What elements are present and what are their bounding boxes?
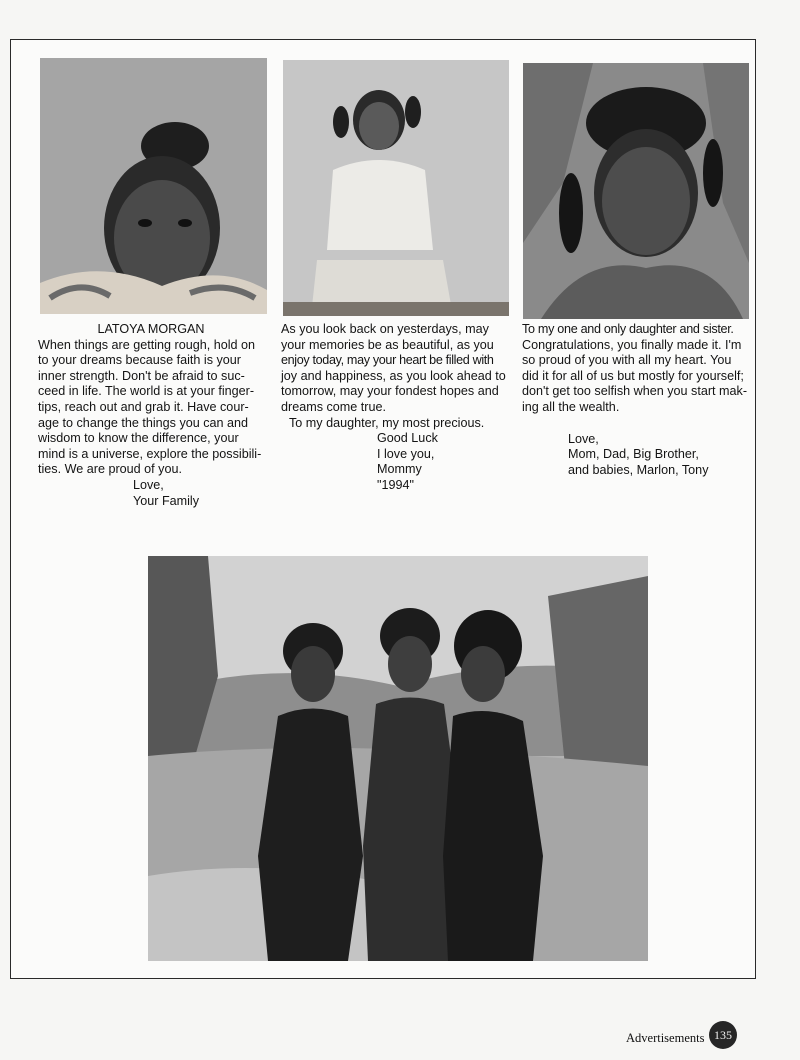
ad-line: When things are getting rough, hold on — [38, 337, 256, 352]
group-photo — [148, 556, 648, 961]
ad-line: inner strength. Don't be afraid to suc- — [38, 368, 245, 383]
ad-line: dreams come true. — [281, 399, 386, 414]
ad-line: To my one and only daughter and sister. — [522, 322, 734, 336]
closing-line: "1994" — [377, 477, 414, 492]
closing-line: Love, — [568, 431, 599, 446]
ad-line: mind is a universe, explore the possibili- — [38, 446, 262, 461]
ad-line: ing all the wealth. — [522, 399, 620, 414]
ad-column-1 — [38, 322, 264, 509]
ad-line: joy and happiness, as you look ahead to — [281, 368, 506, 383]
closing-line: and babies, Marlon, Tony — [568, 462, 709, 477]
ad-column-2 — [281, 322, 508, 494]
ad-line: As you look back on yesterdays, may — [281, 322, 489, 336]
portrait-photo-1 — [40, 58, 267, 314]
ad-line: wisdom to know the difference, your — [38, 431, 239, 446]
ad-line: did it for all of us but mostly for yourself; — [522, 368, 744, 383]
ad-line: your memories be as beautiful, as you — [281, 337, 494, 352]
ad-line: tomorrow, may your fondest hopes and — [281, 384, 499, 399]
portrait-photo-3 — [523, 63, 749, 319]
page-number-badge: 135 — [709, 1021, 737, 1049]
ad-line: to your dreams because faith is your — [38, 353, 242, 368]
closing-line: Good Luck — [377, 431, 438, 446]
closing-line: Love, — [133, 477, 164, 492]
dedication-line: To my daughter, my most precious. — [289, 415, 485, 430]
closing-line: Your Family — [133, 493, 200, 508]
portrait-photo-2 — [283, 60, 509, 316]
student-name: LATOYA MORGAN — [97, 322, 205, 336]
ad-line: ceed in life. The world is at your finger- — [38, 384, 255, 399]
section-label: Advertisements — [626, 1031, 705, 1045]
ad-column-3 — [522, 322, 749, 478]
ad-line: ties. We are proud of you. — [38, 462, 182, 477]
ad-line: tips, reach out and grab it. Have cour- — [38, 399, 249, 414]
ad-line: age to change the things you can and — [38, 415, 249, 430]
closing-line: Mommy — [377, 462, 422, 477]
ad-line: don't get too selfish when you start mak- — [522, 384, 748, 399]
ad-line: so proud of you with all my heart. You — [522, 353, 732, 368]
closing-line: I love you, — [377, 446, 435, 461]
ad-line: enjoy today, may your heart be filled with — [281, 353, 494, 368]
closing-line: Mom, Dad, Big Brother, — [568, 447, 699, 462]
ad-line: Congratulations, you finally made it. I'm — [522, 337, 742, 352]
